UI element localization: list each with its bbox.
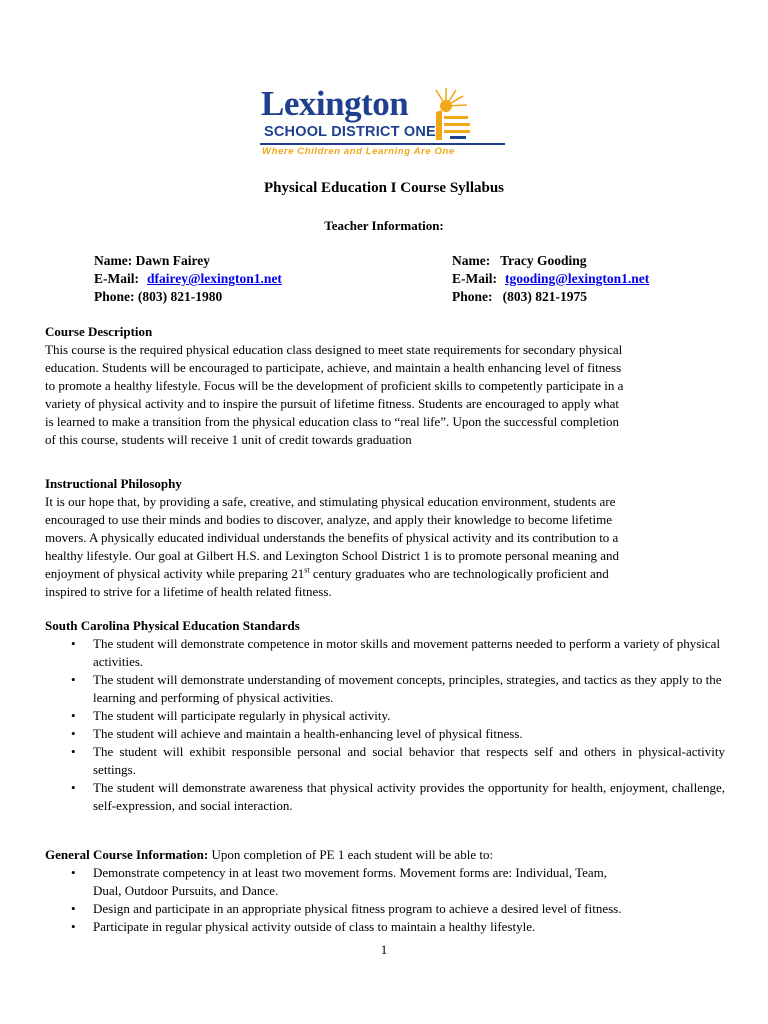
section-heading: Instructional Philosophy — [45, 476, 182, 491]
list-item: • The student will demonstrate competence in motor skills and movement patterns needed to perform a variety of physical activities. — [45, 635, 725, 671]
teacher-name: Dawn Fairey — [135, 253, 210, 268]
teacher-email-link[interactable]: tgooding@lexington1.net — [505, 271, 650, 286]
logo-divider — [260, 143, 505, 145]
standards-list — [45, 635, 725, 815]
logo-tagline: Where Children and Learning Are One — [262, 146, 455, 157]
list-item: • Design and participate in an appropriate physical fitness program to achieve a desired level of fitness. — [45, 900, 635, 918]
section-heading: General Course Information: — [45, 847, 209, 862]
list-item: • The student will exhibit responsible personal and social behavior that respects self and others in physical-activity settings. — [45, 743, 725, 779]
teacher-name: Tracy Gooding — [500, 253, 587, 268]
section-heading: South Carolina Physical Education Standards — [45, 618, 300, 633]
teacher-info-heading: Teacher Information: — [324, 218, 444, 233]
teacher-phone: (803) 821-1980 — [137, 289, 223, 304]
teacher-card — [452, 252, 649, 306]
teacher-name-row: Name: Dawn Fairey — [94, 253, 210, 268]
list-item: • The student will participate regularly in physical activity. — [45, 707, 725, 725]
teacher-phone: (803) 821-1975 — [502, 289, 587, 304]
list-item: • Demonstrate competency in at least two movement forms. Movement forms are: Individual, Team, Dual, Outdoor Pursuits, and Dance. — [45, 864, 635, 900]
teacher-phone-row: Phone: (803) 821-1975 — [452, 289, 587, 304]
general-intro: Upon completion of PE 1 each student will be able to: — [208, 847, 494, 862]
standards-section — [45, 617, 725, 815]
page-number: 1 — [380, 942, 388, 957]
list-item: • The student will demonstrate understanding of movement concepts, principles, strategies, and tactics as they apply to the learning and performing of physical activities. — [45, 671, 725, 707]
teacher-name-row: Name: Tracy Gooding — [452, 253, 587, 268]
teacher-phone-row: Phone: (803) 821-1980 — [94, 289, 223, 304]
teacher-email-row: E-Mail: dfairey@lexington1.net — [94, 271, 282, 286]
philosophy-text: It is our hope that, by providing a safe, creative, and stimulating physical education environment, students are encouraged to use their minds and bodies to discover, analyze, and apply their knowledge to become lifetime movers. A physically educated individual understands the benefits of physical activity and its contribution to a healthy lifestyle. Our goal at Gilbert H.S. and Lexington School District 1 is to promote personal meaning and enjoyment of physical activity while preparing 21st century graduates who are technologically proficient and inspired to strive for a lifetime of health related fitness. — [45, 494, 620, 599]
teacher-email-row: E-Mail: tgooding@lexington1.net — [452, 271, 650, 286]
general-info-list — [45, 864, 635, 936]
instructional-philosophy-section — [45, 475, 725, 601]
district-logo — [258, 84, 510, 162]
logo-district-name: SCHOOL DISTRICT ONE — [264, 124, 436, 140]
logo-wordmark: Lexington — [261, 84, 409, 123]
general-info-section — [45, 846, 725, 936]
list-item: • Participate in regular physical activity outside of class to maintain a healthy lifestyle. — [45, 918, 635, 936]
list-item: • The student will demonstrate awareness that physical activity provides the opportunity for health, enjoyment, challenge, self-expression, and social interaction. — [45, 779, 725, 815]
course-description-text: This course is the required physical education class designed to meet state requirements for secondary physical education. Students will be encouraged to participate, achieve, and maintain a health enhancing level of fitness to promote a healthy lifestyle. Focus will be the development of proficient skills to competently participate in a variety of physical activity and to inspire the pursuit of lifetime fitness. Students are encouraged to apply what is learned to make a transition from the physical education class to “real life”. Upon the successful completion of this course, students will receive 1 unit of credit towards graduation — [45, 342, 624, 447]
teacher-card — [94, 252, 282, 306]
list-item: • The student will achieve and maintain a health-enhancing level of physical fitness. — [45, 725, 725, 743]
course-description-section — [45, 323, 725, 449]
teacher-email-link[interactable]: dfairey@lexington1.net — [147, 271, 282, 286]
document-title: Physical Education I Course Syllabus — [263, 180, 505, 196]
section-heading: Course Description — [45, 324, 153, 339]
